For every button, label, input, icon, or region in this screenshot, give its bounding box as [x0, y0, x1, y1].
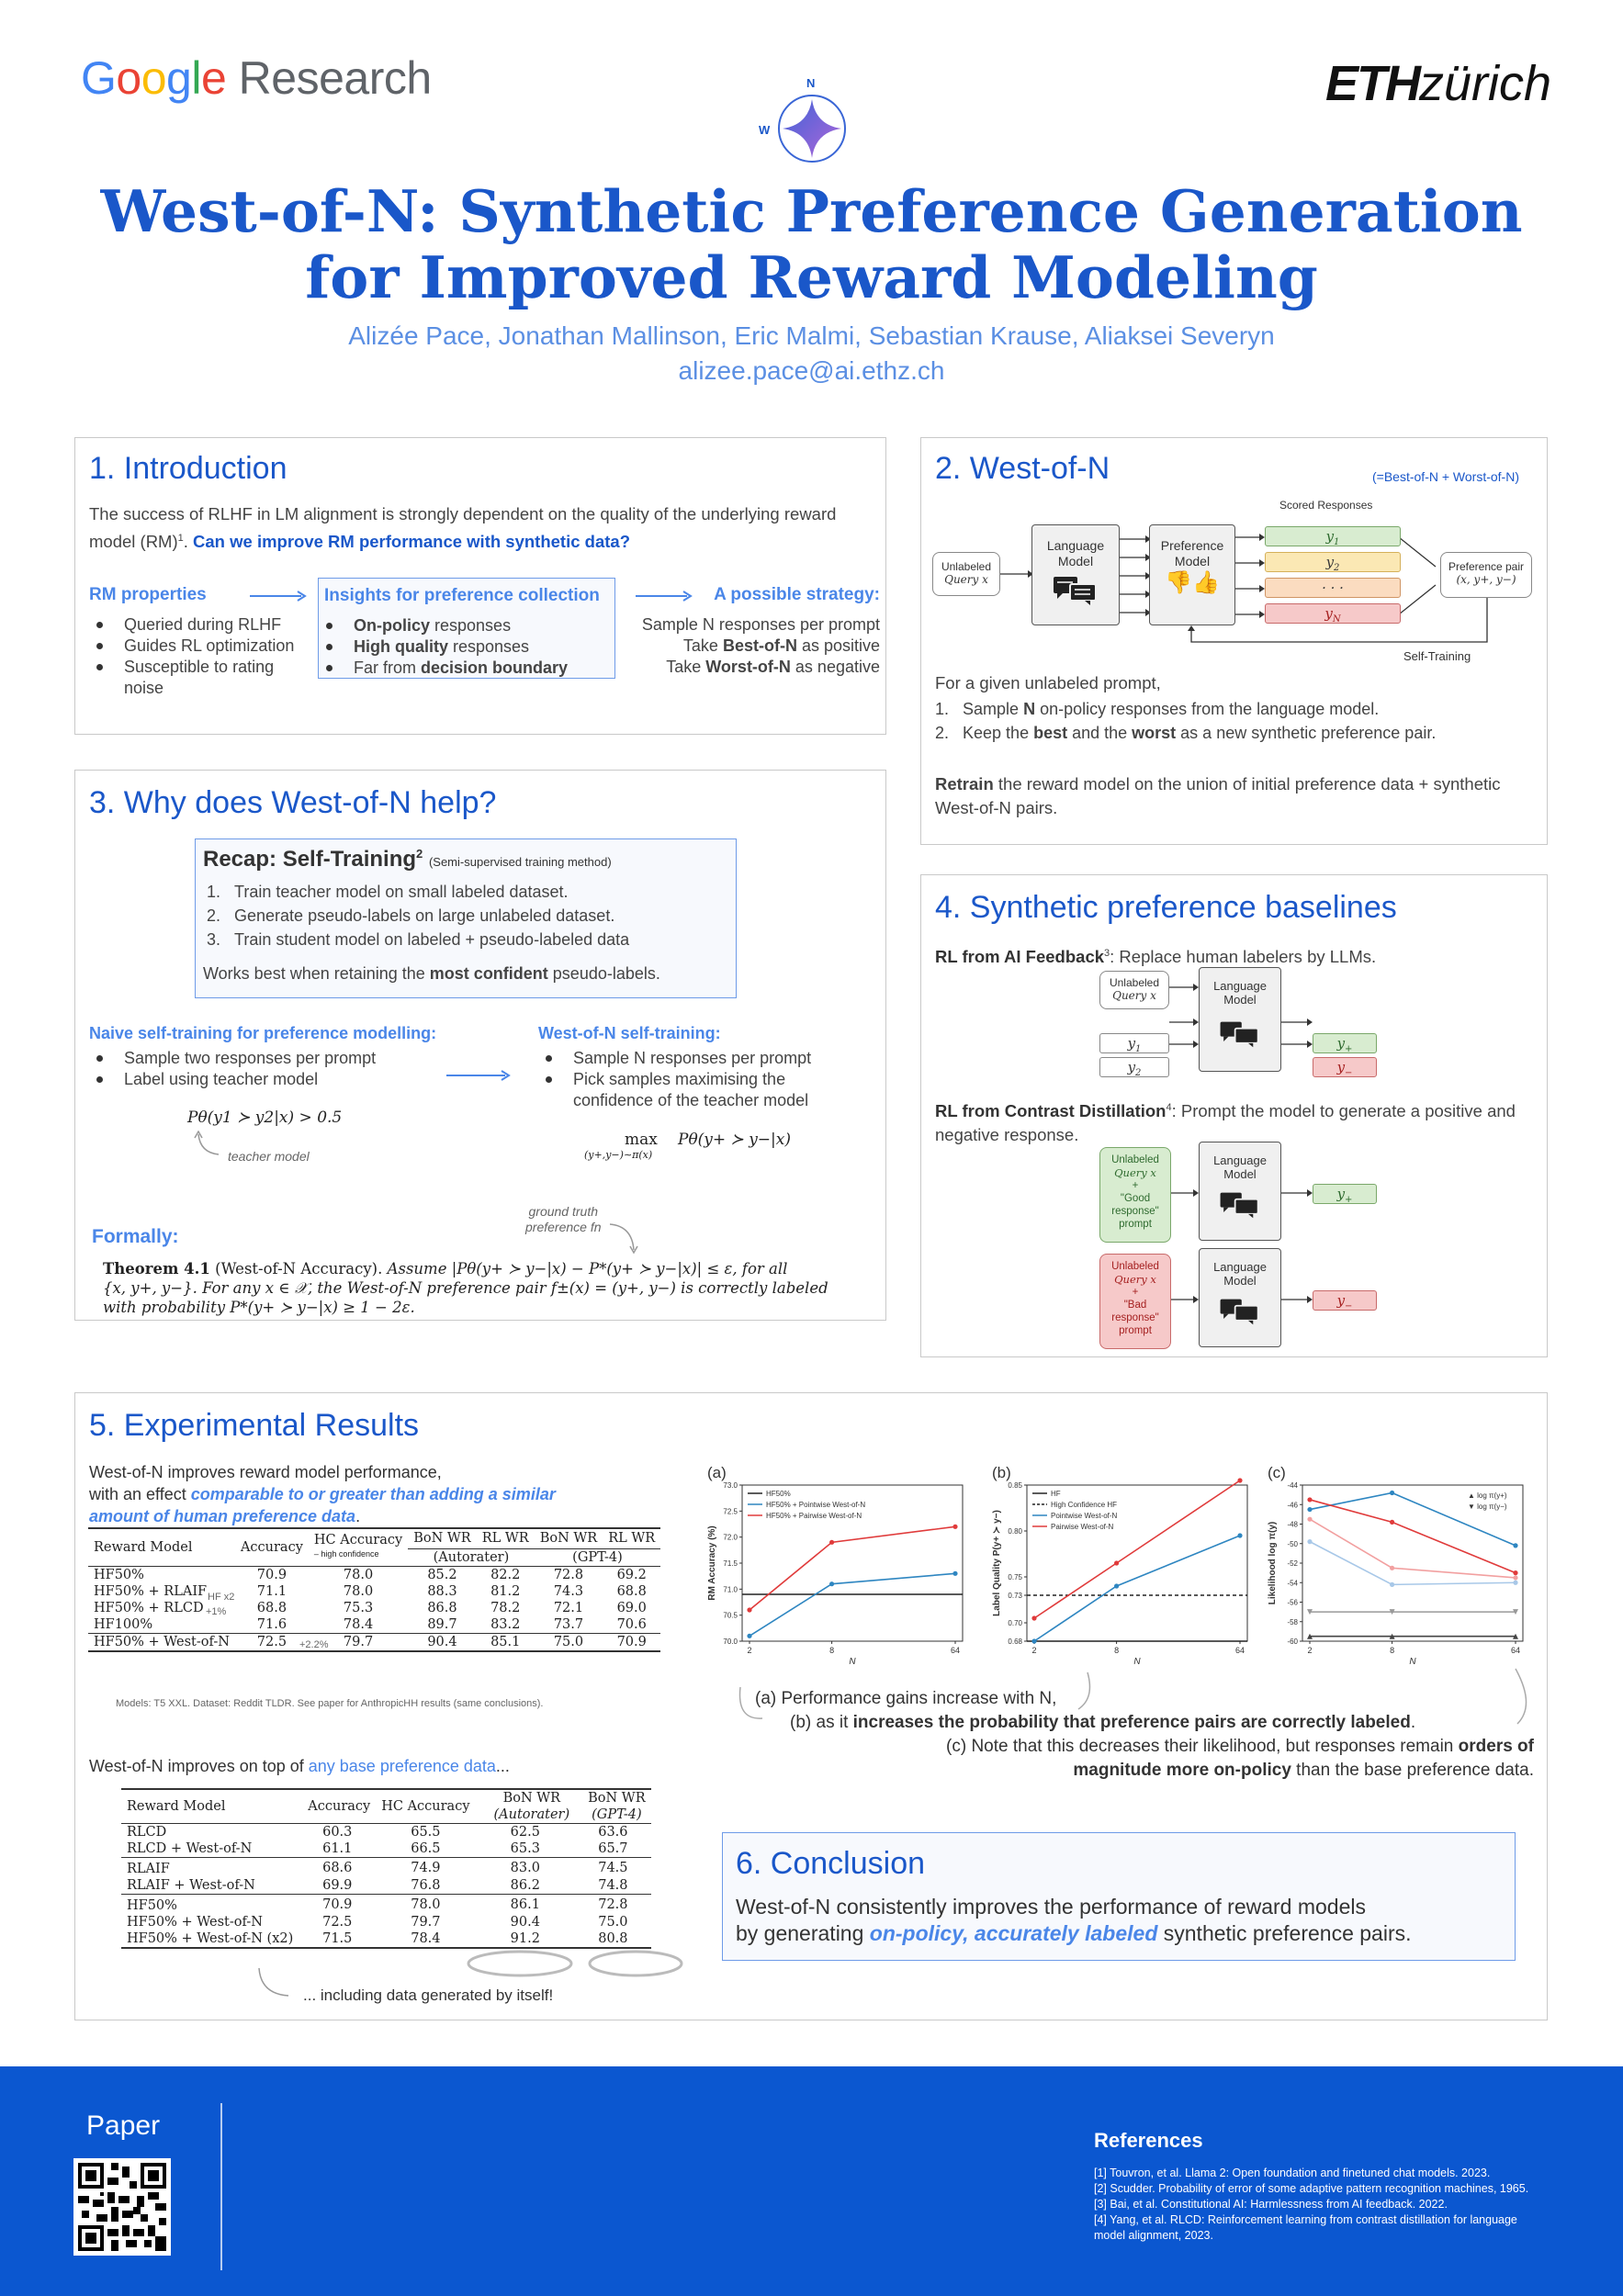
- y-tick-label: -44: [1287, 1481, 1298, 1490]
- references-title: References: [1094, 2129, 1203, 2152]
- x-tick-label: 8: [1390, 1646, 1395, 1655]
- table-cell: 68.6: [299, 1858, 376, 1878]
- x-tick-label: 2: [1031, 1646, 1037, 1655]
- y-tick-label: 73.0: [723, 1481, 738, 1490]
- conclusion-title: 6. Conclusion: [736, 1846, 926, 1881]
- chart-panel-label: (b): [992, 1467, 1011, 1481]
- legend-label: HF50% + Pairwise West-of-N: [766, 1512, 862, 1520]
- col-head: RL WR: [603, 1528, 660, 1548]
- intro-question: Can we improve RM performance with synthetic data?: [193, 532, 630, 552]
- rlcd-lm-node-1: Language Model: [1199, 1142, 1281, 1241]
- table-cell: 65.5: [376, 1824, 475, 1841]
- data-point: [1031, 1638, 1036, 1643]
- table-cell: 85.1: [477, 1633, 535, 1651]
- reference-item: [2] Scudder. Probability of error of some adaptive pattern recognition machines, 1965.: [1094, 2182, 1529, 2195]
- arrow-right-icon: [446, 1070, 511, 1081]
- data-point: [1513, 1575, 1517, 1580]
- y-tick-label: 70.5: [723, 1611, 738, 1620]
- won-for-given: For a given unlabeled prompt,: [935, 673, 1161, 692]
- y-tick-label: 0.85: [1008, 1481, 1022, 1490]
- rlaif-y1: $y_1$: [1099, 1033, 1169, 1053]
- ann-c: (c) Note that this decreases their likelihood, but responses remain orders of magnitude more on-policy than the base preference data.: [946, 1737, 1534, 1780]
- won-self-head: West-of-N self-training:: [538, 1024, 721, 1042]
- footer: [0, 2066, 1623, 2296]
- ann-hf-x2: HF x2: [208, 1592, 235, 1603]
- rlaif-yneg: $y_-$: [1313, 1057, 1377, 1077]
- research-word: Research: [238, 52, 432, 104]
- why-title: 3. Why does West-of-N help?: [89, 785, 497, 820]
- y-tick-label: 0.75: [1008, 1573, 1022, 1581]
- table-cell: 81.2: [490, 1583, 521, 1599]
- table-cell: 72.8: [535, 1566, 603, 1583]
- formally-head: Formally:: [92, 1226, 179, 1247]
- y-tick-label: -60: [1287, 1638, 1298, 1646]
- legend-label: Pointwise West-of-N: [1051, 1512, 1118, 1520]
- table-cell: 90.4: [510, 1915, 540, 1930]
- table-cell: 80.8: [575, 1930, 651, 1948]
- data-point: [1307, 1517, 1312, 1522]
- table-cell: 71.6: [256, 1616, 287, 1632]
- y-tick-label: -58: [1287, 1617, 1298, 1626]
- language-model-node: Language Model: [1031, 524, 1120, 625]
- data-point: [1114, 1560, 1119, 1565]
- x-axis-label: N: [849, 1657, 856, 1667]
- data-point: [1390, 1566, 1394, 1570]
- list-item: 1. Sample N on-policy responses from the language model.: [935, 700, 1380, 718]
- data-point: [1307, 1507, 1312, 1512]
- y-tick-label: -54: [1287, 1579, 1298, 1588]
- table-cell: 61.1: [322, 1841, 353, 1856]
- rlcd-ypos: $y_+$: [1313, 1184, 1377, 1204]
- data-point: [747, 1634, 751, 1638]
- table2-intro: West-of-N improves on top of any base preference data...: [89, 1757, 510, 1775]
- baselines-panel: [920, 874, 1548, 1357]
- won-retrain: Retrain the reward model on the union of initial preference data + synthetic West-of-N pairs.: [935, 774, 1501, 817]
- list-item: 1. Train teacher model on small labeled dataset.: [207, 883, 569, 901]
- table-cell: 66.5: [411, 1841, 441, 1856]
- authors: Alizée Pace, Jonathan Mallinson, Eric Malmi, Sebastian Krause, Aliaksei Severyn: [348, 321, 1275, 350]
- introduction-panel: [74, 437, 886, 735]
- insights-head: Insights for preference collection: [324, 586, 600, 605]
- table-cell: RLCD + West-of-N: [127, 1841, 253, 1856]
- won-title: 2. West-of-N: [935, 451, 1110, 486]
- title-line1: West-of-N: Synthetic Preference Generation: [100, 177, 1523, 245]
- chart-panel-label: (a): [707, 1467, 727, 1481]
- group-head: (GPT-4): [535, 1548, 661, 1566]
- table-cell: 83.0: [476, 1858, 576, 1878]
- x-tick-label: 64: [1510, 1646, 1521, 1655]
- list-item: Pick samples maximising the confidence of the teacher model: [538, 1069, 851, 1111]
- intro-text: The success of RLHF in LM alignment is strongly dependent on the quality of the underlying reward model (RM)$^1$. Can we improve RM performance with synthetic data?: [89, 504, 837, 552]
- legend-label: High Confidence HF: [1051, 1501, 1118, 1509]
- rlaif-ypos: $y_+$: [1313, 1033, 1377, 1053]
- legend-label: ▲ log π(y+): [1468, 1491, 1507, 1500]
- x-tick-label: 64: [950, 1646, 961, 1655]
- rlcd-bad-node: Unlabeled Query x + "Bad response" prompt: [1099, 1254, 1171, 1349]
- reference-item: [3] Bai, et al. Constitutional AI: Harmlessness from AI feedback. 2022.: [1094, 2198, 1448, 2211]
- table-cell: 86.2: [510, 1878, 540, 1893]
- data-point: [1237, 1533, 1242, 1537]
- col-head: Reward Model: [121, 1789, 299, 1824]
- unlabeled-query-node: Unlabeled Query x: [932, 552, 1000, 596]
- table-cell: HF50% + RLAIF: [94, 1583, 208, 1599]
- x-tick-label: 8: [1114, 1646, 1120, 1655]
- table-cell: 74.3: [553, 1583, 584, 1599]
- arrow-right-icon: [636, 591, 693, 602]
- y-axis-label: RM Accuracy (%): [707, 1525, 717, 1601]
- eth-rest: zürich: [1418, 56, 1551, 111]
- eth-bold: ETH: [1324, 56, 1419, 111]
- data-point: [747, 1607, 751, 1612]
- qr-code[interactable]: [73, 2158, 171, 2256]
- table-cell: 72.5: [322, 1915, 353, 1930]
- response-dots: · · ·: [1265, 578, 1401, 598]
- col-sub: (GPT-4): [592, 1807, 642, 1822]
- table-cell: 69.0: [616, 1600, 647, 1615]
- y-tick-label: 0.70: [1008, 1619, 1022, 1627]
- table-cell: 79.7: [411, 1915, 441, 1930]
- table-cell: 86.1: [476, 1895, 576, 1915]
- data-point: [952, 1571, 957, 1576]
- data-point: [1513, 1570, 1517, 1575]
- west-of-n-panel: [920, 437, 1548, 845]
- rlcd-yneg: $y_-$: [1313, 1290, 1377, 1311]
- y-tick-label: 0.73: [1008, 1592, 1022, 1600]
- table-cell: HF50% + West-of-N: [127, 1915, 263, 1930]
- rm-properties-list: [89, 614, 310, 699]
- table-cell: 74.8: [598, 1878, 628, 1893]
- teacher-label: teacher model: [228, 1149, 310, 1164]
- results-title: 5. Experimental Results: [89, 1408, 420, 1443]
- compass-n: N: [806, 76, 816, 90]
- col-sub: (Autorater): [493, 1807, 570, 1822]
- table-cell: 70.6: [616, 1616, 647, 1632]
- results-table-1: [88, 1527, 660, 1652]
- recap-box: [195, 838, 737, 998]
- page-title: [0, 178, 1623, 310]
- highlight-ellipse: [461, 1948, 691, 1979]
- eth-logo: [1325, 55, 1551, 112]
- list-item: 2. Keep the best and the worst as a new synthetic preference pair.: [935, 724, 1437, 742]
- rlaif-y2: $y_2$: [1099, 1057, 1169, 1077]
- ann-plus22: +2.2%: [299, 1639, 329, 1650]
- theorem-text: Theorem 4.1 (West-of-N Accuracy). Assume |Pθ(y+ ≻ y−|x) − P*(y+ ≻ y−|x)| ≤ ε, for all {x, y+, y−}. For any x ∈ 𝒳, the West-of-N preference pair f±(x) = (y+, y−) is correctly labeled with probability P*(y+ ≻ y−|x) ≥ 1 − 2ε.: [103, 1260, 828, 1316]
- y-tick-label: -46: [1287, 1501, 1298, 1510]
- chat-icon: [1217, 1297, 1263, 1326]
- google-wordmark: Google: [81, 52, 227, 104]
- data-point: [1237, 1478, 1242, 1482]
- naive-formula: Pθ(y1 ≻ y2|x) > 0.5: [187, 1109, 343, 1127]
- legend-label: HF50%: [766, 1490, 791, 1498]
- won-steps: [935, 697, 1532, 745]
- table-cell: 72.5: [235, 1633, 309, 1651]
- data-point: [1513, 1581, 1517, 1585]
- table-cell: 76.8: [411, 1878, 441, 1893]
- data-point: [1307, 1539, 1312, 1544]
- table-cell: 68.8: [256, 1600, 287, 1615]
- data-point: [1390, 1520, 1394, 1525]
- naive-list: [89, 1048, 438, 1090]
- compass-w: W: [759, 123, 771, 137]
- insights-list: [319, 615, 613, 679]
- table-cell: 78.0: [343, 1583, 374, 1599]
- thumbs-icon: 👎👍: [1165, 570, 1220, 595]
- y-tick-label: 0.68: [1008, 1638, 1022, 1646]
- table-cell: 71.5: [299, 1930, 376, 1948]
- title-line2: for Improved Reward Modeling: [305, 243, 1318, 311]
- won-subtitle: (=Best-of-N + Worst-of-N): [1372, 469, 1519, 484]
- data-point: [829, 1581, 834, 1586]
- table-cell: 78.4: [343, 1616, 374, 1632]
- rlcd-text: RL from Contrast Distillation$^4$: Prompt the model to generate a positive and negative response.: [935, 1101, 1516, 1145]
- y-tick-label: 72.5: [723, 1507, 738, 1516]
- col-head: BoN WR: [476, 1789, 576, 1806]
- won-self-list: [538, 1048, 851, 1111]
- table-cell: 74.5: [575, 1858, 651, 1878]
- ann-b: (b) as it increases the probability that preference pairs are correctly labeled.: [790, 1713, 1416, 1732]
- data-point: [1390, 1491, 1394, 1495]
- table-cell: HF50% + RLCD: [94, 1600, 204, 1615]
- results-table-2: [121, 1788, 651, 1949]
- data-point: [952, 1525, 957, 1529]
- table-cell: 75.3: [343, 1600, 374, 1615]
- table-cell: 85.2: [408, 1566, 477, 1583]
- reference-item: [1] Touvron, et al. Llama 2: Open foundation and finetuned chat models. 2023.: [1094, 2167, 1491, 2179]
- chat-icon: [1217, 1019, 1263, 1049]
- y-tick-label: -56: [1287, 1598, 1298, 1607]
- list-item: 3. Train student model on labeled + pseudo-labeled data: [207, 930, 630, 949]
- col-head: RL WR: [477, 1528, 535, 1548]
- data-point: [1031, 1615, 1036, 1620]
- list-item: Susceptible to rating noise: [89, 657, 310, 699]
- curve-arrow-icon: [255, 1966, 292, 2003]
- arrow-right-icon: [250, 591, 307, 602]
- table-cell: 71.1: [256, 1583, 287, 1599]
- rlcd-lm-node-2: Language Model: [1199, 1248, 1281, 1347]
- table-cell: 74.9: [376, 1858, 475, 1878]
- table-cell: 69.2: [603, 1566, 660, 1583]
- qr-code-icon: [78, 2163, 166, 2251]
- self-training-label: Self-Training: [1403, 649, 1471, 663]
- y-tick-label: 0.80: [1008, 1527, 1022, 1536]
- chart-panel-label: (c): [1268, 1467, 1286, 1481]
- x-tick-label: 2: [1307, 1646, 1313, 1655]
- ann-a: (a) Performance gains increase with N,: [755, 1689, 1057, 1708]
- google-research-logo: [81, 51, 432, 105]
- table-cell: 78.2: [490, 1600, 521, 1615]
- table-cell: HF50% + West-of-N (x2): [121, 1930, 299, 1948]
- intro-title: 1. Introduction: [89, 451, 287, 486]
- table-cell: 70.9: [299, 1895, 376, 1915]
- insights-box: [318, 578, 615, 679]
- col-head: BoN WR: [535, 1528, 603, 1548]
- list-item: On-policy responses: [319, 615, 613, 636]
- table-cell: 90.4: [408, 1633, 477, 1651]
- rm-properties-head: RM properties: [89, 585, 207, 604]
- list-item: 2. Generate pseudo-labels on large unlabeled dataset.: [207, 906, 615, 925]
- conclusion-text: West-of-N consistently improves the performance of reward models by generating on-policy, accurately labeled synthetic preference pairs.: [736, 1895, 1412, 1945]
- x-axis-label: N: [1133, 1657, 1141, 1667]
- ann-plus1: +1%: [206, 1606, 227, 1617]
- preference-model-node: Preference Model 👎👍: [1149, 524, 1235, 625]
- x-tick-label: 8: [829, 1646, 835, 1655]
- why-panel: 3. Why does West-of-N help? Recap: Self-Training$^2$ (Semi-supervised training method) 1. Train teacher model on small labeled dataset. 2. Generate pseudo-labels on large unlabeled dataset. 3. Train student model on labeled + pseudo-labeled data Works best when retaining the most confident pseudo-labels. Naive self-training for preference modelling: Sample two responses per prompt Label using teacher model Pθ(y1 ≻ y2|x) > 0.5 teacher model West-of-N self-training: Sample N responses per prompt Pick samples maximising the confidence of the teacher model max (y+,y−)∼π(x) Pθ(y+ ≻ y−|x) ground truth preference fn Formally: Theorem 4.1 (West-of-N Accuracy). Assume |Pθ(y+ ≻ y−|x) − P*(y+ ≻ y−|x)| ≤ ε, for all {x, y+, y−}. For any x ∈ 𝒳, the West-of-N preference pair f±(x) = (y+, y−) is correctly labeled with probability P*(y+ ≻ y−|x) ≥ 1 − 2ε.: [74, 770, 886, 1321]
- y-tick-label: -50: [1287, 1539, 1298, 1548]
- footer-divider: [220, 2103, 222, 2270]
- x-tick-label: 2: [747, 1646, 752, 1655]
- col-head: Accuracy: [235, 1528, 309, 1566]
- legend-label: ▼ log π(y−): [1468, 1503, 1507, 1511]
- response-y2: $y_2$: [1265, 552, 1401, 572]
- legend-label: Pairwise West-of-N: [1051, 1523, 1114, 1531]
- table-cell: 70.9: [603, 1633, 660, 1651]
- table-cell: HF100%: [94, 1616, 153, 1632]
- list-item: Guides RL optimization: [89, 636, 310, 657]
- chat-icon: [1217, 1190, 1263, 1220]
- y-tick-label: 71.0: [723, 1585, 738, 1594]
- compass-logo: [755, 73, 869, 165]
- table-cell: 72.8: [575, 1895, 651, 1915]
- results-panel: [74, 1392, 1548, 2020]
- col-head: Reward Model: [88, 1528, 235, 1566]
- list-item: Sample two responses per prompt: [89, 1048, 438, 1069]
- col-head: HC Accuracy: [376, 1789, 475, 1824]
- group-head: (Autorater): [408, 1548, 535, 1566]
- y-axis-label: Likelihood log π(y): [1268, 1521, 1278, 1605]
- table-cell: 68.8: [616, 1583, 647, 1599]
- y-tick-label: 71.5: [723, 1559, 738, 1568]
- list-item: High quality responses: [319, 636, 613, 658]
- compass-star-icon: [775, 92, 849, 165]
- data-point: [829, 1540, 834, 1545]
- results-intro: West-of-N improves reward model performance, with an effect comparable to or greater than adding a similar amount of human preference data.: [89, 1463, 556, 1525]
- table-cell: 78.0: [376, 1895, 475, 1915]
- response-y1: $y_1$: [1265, 526, 1401, 546]
- email: alizee.pace@ai.ethz.ch: [678, 356, 945, 385]
- preference-pair-node: Preference pair (x, y+, y−): [1440, 552, 1532, 598]
- table-cell: 65.7: [598, 1841, 628, 1856]
- table-cell: 69.9: [322, 1878, 353, 1893]
- strategy-head: A possible strategy:: [714, 585, 880, 604]
- table-cell: 82.2: [477, 1566, 535, 1583]
- table-cell: 91.2: [476, 1930, 576, 1948]
- table-cell: 83.2: [490, 1616, 521, 1632]
- x-tick-label: 64: [1234, 1646, 1245, 1655]
- list-item: Far from decision boundary: [319, 658, 613, 679]
- hc-sub: – high confidence: [313, 1549, 379, 1559]
- col-head: BoN WR: [575, 1789, 651, 1806]
- table-cell: RLAIF + West-of-N: [127, 1878, 255, 1893]
- response-yN: $y_N$: [1265, 603, 1401, 624]
- table-cell: 88.3: [427, 1583, 457, 1599]
- table-cell: 79.7: [309, 1633, 408, 1651]
- rlaif-lm-node: Language Model: [1199, 967, 1281, 1072]
- data-point: [1513, 1543, 1517, 1548]
- table-cell: 86.8: [427, 1600, 457, 1615]
- data-point: [1114, 1583, 1119, 1588]
- strategy-text: Sample N responses per prompt Take Best-of-N as positive Take Worst-of-N as negative: [641, 615, 880, 676]
- baselines-title: 4. Synthetic preference baselines: [935, 890, 1397, 925]
- y-tick-label: 72.0: [723, 1533, 738, 1542]
- rlaif-text: RL from AI Feedback$^3$: Replace human labelers by LLMs.: [935, 947, 1377, 967]
- list-item: Queried during RLHF: [89, 614, 310, 636]
- table-cell: 73.7: [553, 1616, 584, 1632]
- paper-label: Paper: [86, 2110, 161, 2141]
- y-axis-label: Label Quality P(y+ ≻ y−): [992, 1510, 1002, 1616]
- table-cell: 75.0: [598, 1915, 628, 1930]
- y-tick-label: -52: [1287, 1559, 1298, 1568]
- list-item: Label using teacher model: [89, 1069, 438, 1090]
- data-point: [1390, 1582, 1394, 1587]
- curve-arrow-icon: [608, 1221, 641, 1257]
- col-head: BoN WR: [408, 1528, 477, 1548]
- recap-list: [207, 880, 629, 951]
- legend-label: HF50% + Pointwise West-of-N: [766, 1501, 866, 1509]
- legend-label: HF: [1051, 1490, 1061, 1498]
- table-cell: 63.6: [575, 1824, 651, 1841]
- rlaif-query-node: Unlabeled Query x: [1099, 971, 1169, 1009]
- table-cell: 89.7: [427, 1616, 457, 1632]
- y-tick-label: -48: [1287, 1520, 1298, 1529]
- data-point: [1307, 1497, 1312, 1502]
- reference-item: model alignment, 2023.: [1094, 2229, 1213, 2242]
- table-cell: HF50% + West-of-N: [88, 1633, 235, 1651]
- table-cell: 70.9: [235, 1566, 309, 1583]
- rlcd-good-node: Unlabeled Query x + "Good response" prompt: [1099, 1147, 1171, 1243]
- table-cell: RLAIF: [121, 1858, 299, 1878]
- table-cell: RLCD: [121, 1824, 299, 1841]
- table-cell: 60.3: [299, 1824, 376, 1841]
- chat-icon: [1050, 575, 1101, 606]
- table-cell: HF50%: [121, 1895, 299, 1915]
- scored-responses-label: Scored Responses: [1279, 499, 1373, 512]
- ground-truth-label: ground truth preference fn: [525, 1204, 602, 1234]
- recap-note: Works best when retaining the most confident pseudo-labels.: [203, 964, 660, 983]
- reference-item: [4] Yang, et al. RLCD: Reinforcement learning from contrast distillation for language: [1094, 2213, 1517, 2226]
- table-cell: 78.4: [376, 1930, 475, 1948]
- table-cell: 65.3: [510, 1841, 540, 1856]
- table-cell: 75.0: [535, 1633, 603, 1651]
- conclusion-box: [722, 1832, 1516, 1961]
- table-cell: 72.1: [553, 1600, 584, 1615]
- list-item: Sample N responses per prompt: [538, 1048, 851, 1069]
- table-cell: HF50%: [88, 1566, 235, 1583]
- curve-arrow-icon: [193, 1131, 226, 1158]
- x-axis-label: N: [1409, 1657, 1416, 1667]
- table1-note: Models: T5 XXL. Dataset: Reddit TLDR. See paper for AnthropicHH results (same conclusions).: [116, 1698, 544, 1709]
- naive-head: Naive self-training for preference modelling:: [89, 1024, 437, 1042]
- col-head: Accuracy: [299, 1789, 376, 1824]
- y-tick-label: 70.0: [723, 1638, 738, 1646]
- table-cell: 62.5: [476, 1824, 576, 1841]
- table2-ann: ... including data generated by itself!: [303, 1986, 554, 2004]
- table-cell: 78.0: [309, 1566, 408, 1583]
- col-head: HC Accuracy: [309, 1528, 408, 1548]
- recap-title: Recap: Self-Training$^2$ (Semi-supervised training method): [203, 847, 612, 872]
- references-list: [1094, 2166, 1572, 2244]
